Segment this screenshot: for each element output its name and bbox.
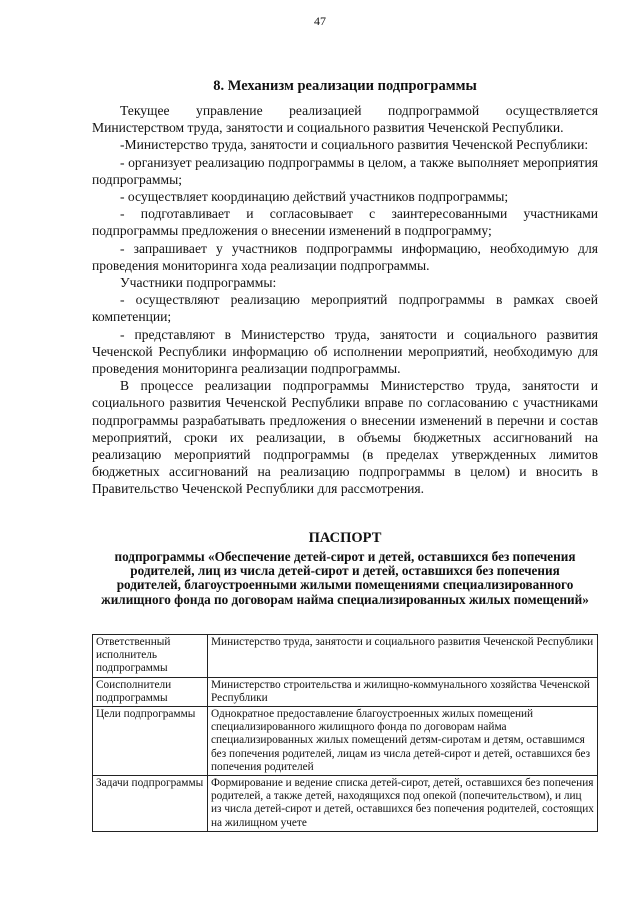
row-value: Министерство труда, занятости и социального развития Чеченской Республики: [208, 635, 598, 678]
row-label: Ответственный исполнитель подпрограммы: [93, 635, 208, 678]
paragraph: - организует реализацию подпрограммы в целом, а также выполняет мероприятия подпрограммы;: [92, 154, 598, 187]
paragraph: - осуществляет координацию действий участников подпрограммы;: [120, 189, 509, 205]
table-row: [93, 776, 598, 832]
paragraph: Текущее управление реализацией подпрограммой осуществляется Министерством труда, занятости и социального развития Чеченской Республики.: [92, 103, 598, 136]
table-row: [93, 707, 598, 776]
paragraph: В процессе реализации подпрограммы Министерство труда, занятости и социального развития Чеченской Республики вправе по согласованию с участниками подпрограммы разрабатывать предложения о внесении изменений в перечни и состав мероприятий, сроки их реализации, в объемы бюджетных ассигнований на реализацию мероприятий подпрограммы (в пределах утвержденных лимитов бюджетных ассигнований на реализацию подпрограммы в целом) и вносить в Правительство Чеченской Республики для рассмотрения.: [92, 378, 598, 497]
row-value: Формирование и ведение списка детей-сирот, детей, оставшихся без попечения родителей, а также детей, находящихся под опекой (попечительством), и лиц из числа детей-сирот и детей, оставшихся без попечения родителей, состоящих на жилищном учете: [208, 776, 598, 832]
table-row: [93, 635, 598, 678]
paragraph: Участники подпрограммы:: [120, 275, 277, 291]
paragraph: - запрашивает у участников подпрограммы информацию, необходимую для проведения мониторинга хода реализации подпрограммы.: [92, 240, 598, 273]
row-label: Соисполнители подпрограммы: [93, 677, 208, 706]
row-label: Цели подпрограммы: [93, 707, 208, 776]
paragraph: -Министерство труда, занятости и социального развития Чеченской Республики:: [120, 137, 589, 153]
paragraph: - осуществляют реализацию мероприятий подпрограммы в рамках своей компетенции;: [92, 292, 598, 325]
paragraph: - представляют в Министерство труда, занятости и социального развития Чеченской Республики информацию об исполнении мероприятий, необходимую для проведения мониторинга реализации подпрограммы.: [92, 326, 598, 377]
passport-title: ПАСПОРТ: [308, 530, 382, 546]
row-value: Министерство строительства и жилищно-коммунального хозяйства Чеченской Республики: [208, 677, 598, 706]
body-text: [92, 102, 598, 498]
section-heading: 8. Механизм реализации подпрограммы: [213, 78, 477, 94]
row-value: Однократное предоставление благоустроенных жилых помещений специализированного жилищного фонда по договорам найма специализированных жилых помещений детям-сиротам и детям, оставшимся без попечения родителей, лицам из числа детей-сирот и детей, оставшихся без попечения родителей: [208, 707, 598, 776]
row-label: Задачи подпрограммы: [93, 776, 208, 832]
passport-table: [92, 634, 598, 832]
table-row: [93, 677, 598, 706]
passport-subtitle: подпрограммы «Обеспечение детей-сирот и детей, оставшихся без попечения родителей, лиц из числа детей-сирот и детей, оставшихся без попечения родителей, благоустроенными жилыми помещениями специализированного жилищного фонда по договорам найма специализированных жилых помещений»: [101, 549, 589, 607]
page-number: 47: [314, 14, 326, 28]
paragraph: - подготавливает и согласовывает с заинтересованными участниками подпрограммы предложения о внесении изменений в подпрограмму;: [92, 206, 598, 239]
